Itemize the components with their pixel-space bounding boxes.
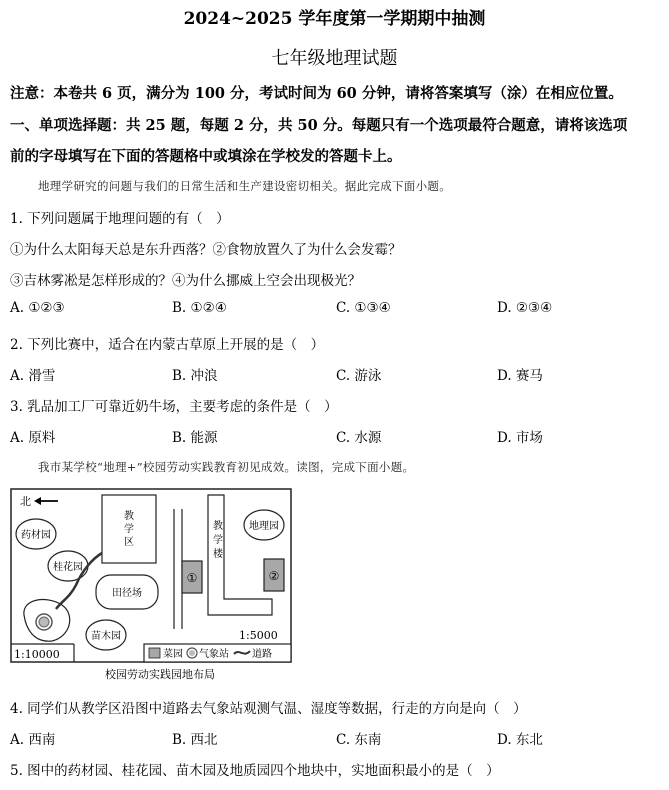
section-instruction-line2: 前的字母填写在下面的答题格中或填涂在学校发的答题卡上。 — [10, 148, 402, 165]
plot-2-label: ② — [268, 569, 280, 583]
question-3-stem: 3. 乳品加工厂可靠近奶牛场，主要考虑的条件是（ ） — [10, 399, 338, 415]
q3-option-c: C. 水源 — [336, 430, 382, 446]
legend-vegetable-swatch — [149, 648, 160, 658]
q1-option-a: A. ①②③ — [10, 300, 65, 316]
q2-option-d: D. 赛马 — [497, 368, 543, 384]
plot-1-label: ① — [186, 571, 198, 585]
geology-garden-label: 地理园 — [249, 521, 279, 532]
teaching-area-label-1: 教 — [124, 511, 134, 522]
q2-option-b: B. 冲浪 — [172, 368, 218, 384]
question-5-stem: 5. 图中的药材园、桂花园、苗木园及地质园四个地块中，实地面积最小的是（ ） — [10, 763, 500, 779]
track-field-label: 田径场 — [112, 588, 142, 599]
legend-weather-station-icon — [187, 648, 197, 658]
q4-option-c: C. 东南 — [336, 732, 382, 748]
legend-weather-label: 气象站 — [199, 649, 229, 660]
legend-vegetable-label: 菜园 — [163, 649, 183, 660]
teaching-building-label-1: 教 — [213, 521, 223, 532]
nursery-garden-label: 苗木园 — [91, 631, 121, 642]
medicine-garden-label: 药材园 — [21, 530, 51, 541]
teaching-building-label-3: 楼 — [213, 549, 223, 560]
campus-layout-map — [10, 487, 294, 685]
teaching-building-label-2: 学 — [213, 535, 223, 546]
q4-option-a: A. 西南 — [10, 732, 56, 748]
scale-left-label: 1:10000 — [14, 648, 60, 661]
question-1-stem: 1. 下列问题属于地理问题的有（ ） — [10, 211, 230, 227]
q3-option-a: A. 原料 — [10, 430, 56, 446]
intro-text-2: 我市某学校“地理+”校园劳动实践教育初见成效。读图，完成下面小题。 — [38, 460, 415, 474]
osmanthus-garden-label: 桂花园 — [53, 562, 83, 573]
question-1-line2: ①为什么太阳每天总是东升西落？②食物放置久了为什么会发霉？ — [10, 242, 402, 258]
q1-option-c: C. ①③④ — [336, 300, 391, 316]
weather-station-icon — [36, 614, 52, 630]
teaching-area-label-3: 区 — [124, 537, 134, 548]
intro-text-1: 地理学研究的问题与我们的日常生活和生产建设密切相关。据此完成下面小题。 — [38, 179, 451, 193]
q2-option-c: C. 游泳 — [336, 368, 382, 384]
legend-road-label: 道路 — [252, 649, 272, 660]
exam-subtitle: 七年级地理试题 — [271, 48, 398, 69]
north-arrow-icon — [34, 497, 58, 505]
section-instruction-line1: 一、单项选择题：共 25 题，每题 2 分，共 50 分。每题只有一个选项最符合题意，请将该选项 — [10, 117, 628, 134]
q3-option-b: B. 能源 — [172, 430, 218, 446]
scale-right-label: 1:5000 — [239, 629, 278, 642]
q2-option-a: A. 滑雪 — [10, 368, 56, 384]
teaching-area-label-2: 学 — [124, 524, 134, 535]
map-caption: 校园劳动实践园地布局 — [105, 668, 215, 681]
question-1-line3: ③吉林雾凇是怎样形成的？④为什么挪威上空会出现极光？ — [10, 273, 361, 289]
q3-option-d: D. 市场 — [497, 430, 543, 446]
question-4-stem: 4. 同学们从教学区沿图中道路去气象站观测气温、湿度等数据，行走的方向是向（ ） — [10, 701, 527, 717]
notice-text: 注意：本卷共 6 页，满分为 100 分，考试时间为 60 分钟，请将答案填写（涂）在相应位置。 — [10, 85, 623, 102]
q1-option-d: D. ②③④ — [497, 300, 553, 316]
q4-option-d: D. 东北 — [497, 732, 543, 748]
q4-option-b: B. 西北 — [172, 732, 218, 748]
exam-title: 2024~2025 学年度第一学期期中抽测 — [183, 9, 486, 29]
north-label: 北 — [20, 495, 31, 508]
question-2-stem: 2. 下列比赛中，适合在内蒙古草原上开展的是（ ） — [10, 337, 325, 353]
q1-option-b: B. ①②④ — [172, 300, 227, 316]
